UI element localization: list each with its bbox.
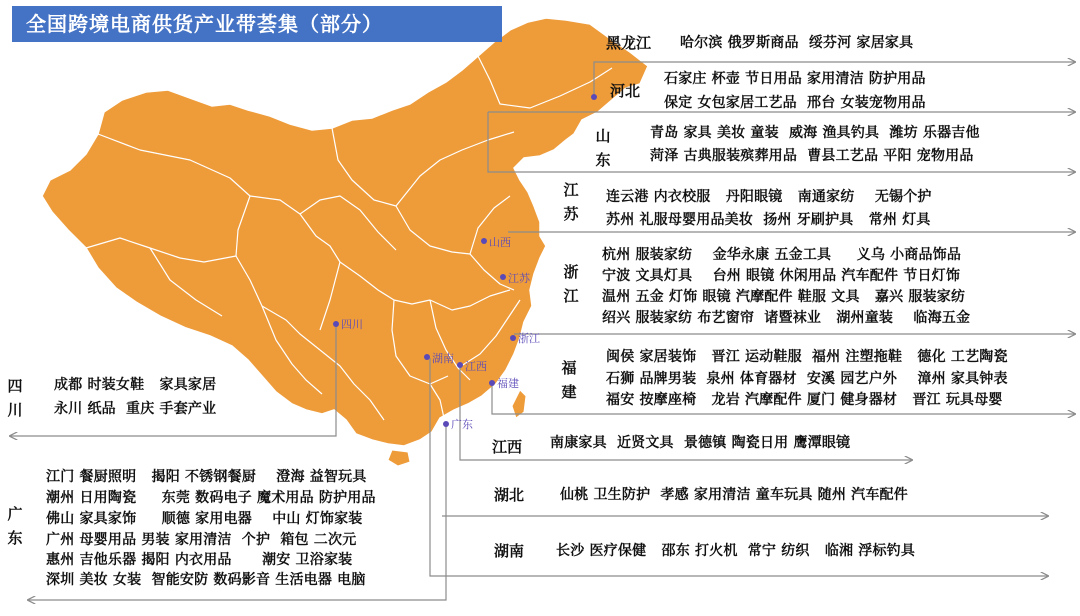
map-label-jiangsu: 江苏 [508,272,530,285]
zhejiang-line-1: 杭州 服装家纺 金华永康 五金工具 义乌 小商品饰品 [602,247,962,263]
sichuan-marker-dot [333,321,339,327]
map-label-hunan: 湖南 [432,352,454,365]
zhejiang-marker-dot [510,335,516,341]
guangdong-line-2: 潮州 日用陶瓷 东莞 数码电子 魔术用品 防护用品 [46,490,376,506]
sichuan-line-1: 成都 时装女鞋 家具家居 [54,377,217,393]
province-sichuan-label: 四川 [7,377,23,419]
page-title: 全国跨境电商供货产业带荟集（部分） [12,6,502,42]
province-sichuan [6,374,24,422]
shandong-line-1: 青岛 家具 美妆 童装 威海 渔具钓具 潍坊 乐器吉他 [650,125,980,141]
guangdong-marker-dot [443,421,449,427]
fujian-marker-dot [489,380,495,386]
hunan-line-1: 长沙 医疗保健 邵东 打火机 常宁 纺织 临湘 浮标钓具 [556,543,916,559]
province-jiangsu [562,178,580,226]
guangdong-line-6: 深圳 美妆 女装 智能安防 数码影音 生活电器 电脑 [46,572,366,588]
jiangsu-marker-dot [500,274,506,280]
province-shandong [594,124,612,172]
hainan-island [388,450,410,466]
map-label-fujian: 福建 [497,377,519,390]
map-label-sichuan: 四川 [341,318,363,331]
fujian-line-2: 石狮 品牌男装 泉州 体育器材 安溪 园艺户外 漳州 家具钟表 [606,371,1008,387]
province-fujian [560,356,578,404]
shanxi-marker-dot [481,238,487,244]
fujian-line-3: 福安 按摩座椅 龙岩 汽摩配件 厦门 健身器材 晋江 玩具母婴 [606,392,1003,408]
zhejiang-line-4: 绍兴 服装家纺 布艺窗帘 诸暨袜业 湖州童装 临海五金 [602,310,971,326]
province-fujian-label: 福建 [561,359,577,401]
heilongjiang-line-1: 哈尔滨 俄罗斯商品 绥芬河 家居家具 [680,35,914,51]
province-hebei: 河北 [610,82,641,100]
jiangxi-marker-dot [457,362,463,368]
province-hubei: 湖北 [494,486,525,504]
sichuan-line-2: 永川 纸品 重庆 手套产业 [54,401,217,417]
province-guangdong [6,502,24,550]
province-hunan: 湖南 [494,542,525,560]
hebei-line-2: 保定 女包家居工艺品 邢台 女装宠物用品 [664,95,926,111]
shandong-line-2: 菏泽 古典服装殡葬用品 曹县工艺品 平阳 宠物用品 [650,148,974,164]
hubei-line-1: 仙桃 卫生防护 孝感 家用清洁 童车玩具 随州 汽车配件 [560,487,908,503]
guangdong-line-3: 佛山 家具家饰 顺德 家用电器 中山 灯饰家装 [46,511,363,527]
zhejiang-line-2: 宁波 文具灯具 台州 眼镜 休闲用品 汽车配件 节日灯饰 [602,268,961,284]
jiangxi-line-1: 南康家具 近贤文具 景德镇 陶瓷日用 鹰潭眼镜 [550,435,851,451]
guangdong-line-5: 惠州 吉他乐器 揭阳 内衣用品 潮安 卫浴家装 [46,552,353,568]
guangdong-line-4: 广州 母婴用品 男装 家用清洁 个护 箱包 二次元 [46,532,357,548]
map-label-guangdong: 广东 [451,418,473,431]
province-zhejiang [562,260,580,308]
hebei-line-1: 石家庄 杯壶 节日用品 家用清洁 防护用品 [664,71,926,87]
guangdong-line-1: 江门 餐厨照明 揭阳 不锈钢餐厨 澄海 益智玩具 [46,469,367,485]
province-guangdong-label: 广东 [7,505,23,547]
hebei-marker-dot [591,94,597,100]
province-jiangxi: 江西 [492,438,523,456]
hunan-marker-dot [424,354,430,360]
province-heilongjiang: 黑龙江 [606,34,652,52]
jiangsu-line-1: 连云港 内衣校服 丹阳眼镜 南通家纺 无锡个护 [606,189,932,205]
map-label-shanxi: 山西 [489,236,511,249]
map-label-zhejiang: 浙江 [518,332,540,345]
zhejiang-line-3: 温州 五金 灯饰 眼镜 汽摩配件 鞋服 文具 嘉兴 服装家纺 [602,289,966,305]
jiangsu-line-2: 苏州 礼服母婴用品美妆 扬州 牙刷护具 常州 灯具 [606,212,931,228]
province-zhejiang-label: 浙江 [563,263,579,305]
province-shandong-label: 山东 [595,127,611,169]
province-jiangsu-label: 江苏 [563,181,579,223]
fujian-line-1: 闽侯 家居装饰 晋江 运动鞋服 福州 注塑拖鞋 德化 工艺陶瓷 [606,349,1008,365]
map-label-jiangxi: 江西 [465,360,487,373]
